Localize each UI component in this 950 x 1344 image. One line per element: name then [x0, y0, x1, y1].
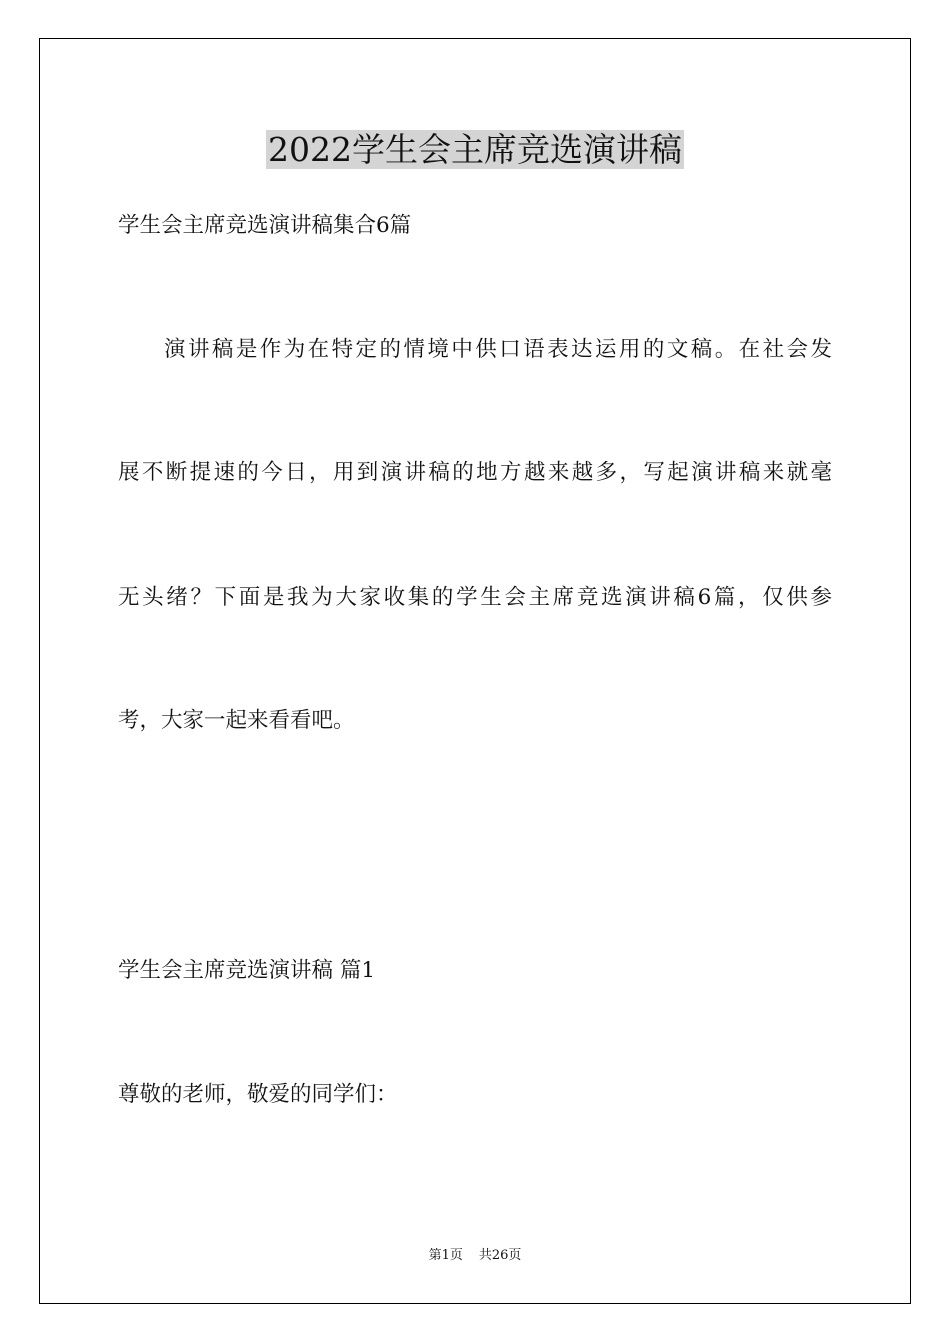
document-title-text: 2022学生会主席竞选演讲稿 — [268, 130, 682, 169]
intro-paragraph-line-1: 演讲稿是作为在特定的情境中供口语表达运用的文稿。在社会发 — [164, 337, 832, 362]
intro-paragraph-line-3: 无头绪？下面是我为大家收集的学生会主席竞选演讲稿6篇，仅供参 — [118, 585, 832, 610]
salutation: 尊敬的老师，敬爱的同学们： — [118, 1082, 398, 1107]
document-subtitle: 学生会主席竞选演讲稿集合6篇 — [118, 213, 412, 238]
intro-paragraph-line-2: 展不断提速的今日，用到演讲稿的地方越来越多，写起演讲稿来就毫 — [118, 460, 832, 485]
page-number: 第1页 — [428, 1248, 463, 1263]
page-footer — [0, 1247, 950, 1265]
total-pages: 共26页 — [478, 1248, 522, 1263]
document-title — [0, 128, 950, 172]
intro-paragraph-line-4: 考，大家一起来看看吧。 — [118, 708, 355, 733]
section-heading: 学生会主席竞选演讲稿 篇1 — [118, 958, 376, 983]
